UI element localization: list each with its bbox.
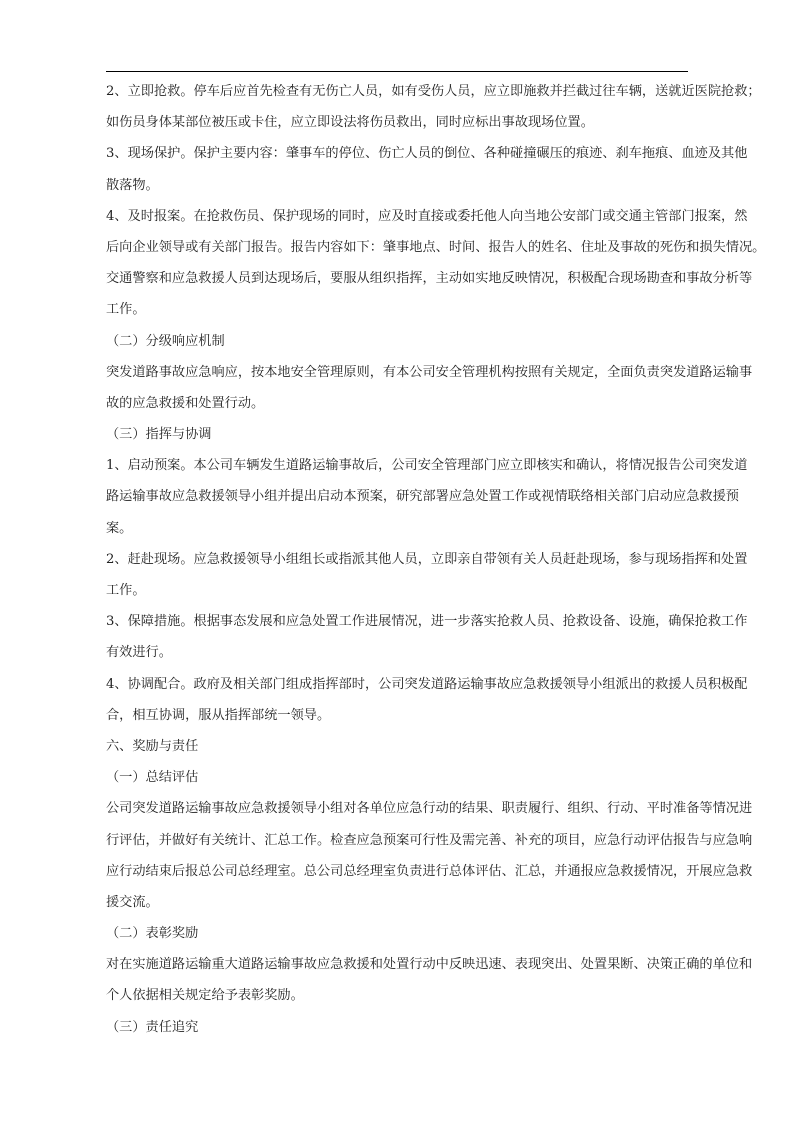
text-line: 对在实施道路运输重大道路运输事故应急救援和处置行动中反映迅速、表现突出、处置果断、决策正确的单位和 [106,957,753,973]
text-line: 有效进行。 [106,645,172,661]
section-heading [106,923,688,954]
paragraph [106,611,748,673]
text-line: 交通警察和应急救援人员到达现场后，要服从组织指挥，主动如实地反映情况，积极配合现场勘查和事故分析等 [106,271,753,287]
paragraph [106,674,748,736]
text-line: （三）责任追究 [106,1019,199,1035]
text-line: 行评估，并做好有关统计、汇总工作。检查应急预案可行性及需完善、补充的项目，应急行动评估报告与应急响 [106,832,753,848]
paragraph [106,549,748,611]
text-line: 公司突发道路运输事故应急救援领导小组对各单位应急行动的结果、职责履行、组织、行动、平时准备等情况进 [106,801,753,817]
text-line: 工作。 [106,302,146,318]
text-line: 2、赶赴现场。应急救援领导小组组长或指派其他人员，立即亲自带领有关人员赶赴现场，参与现场指挥和处置 [106,551,748,567]
text-line: 合，相互协调，服从指挥部统一领导。 [106,707,331,723]
paragraph [106,954,753,1016]
text-line: 故的应急救援和处置行动。 [106,395,265,411]
section-heading [106,1017,688,1048]
paragraph [106,81,761,143]
text-line: 2、立即抢救。停车后应首先检查有无伤亡人员，如有受伤人员，应立即施救并拦截过往车辆，送就近医院抢救； [106,84,761,99]
paragraph [106,206,766,331]
text-line: 突发道路事故应急响应，按本地安全管理原则，有本公司安全管理机构按照有关规定，全面负责突发道路运输事 [106,364,753,380]
paragraph [106,362,753,424]
text-line: 如伤员身体某部位被压或卡住，应立即设法将伤员救出，同时应标出事故现场位置。 [106,115,594,131]
section-heading [106,767,688,798]
text-line: 1、启动预案。本公司车辆发生道路运输事故后，公司安全管理部门应立即核实和确认，将情况报告公司突发道 [106,458,748,474]
text-line: 3、保障措施。根据事态发展和应急处置工作进展情况，进一步落实抢救人员、抢救设备、设施，确保抢救工作 [106,614,748,630]
text-line: （一）总结评估 [106,770,199,786]
text-line: 案。 [106,520,133,536]
text-line: 六、奖励与责任 [106,738,199,754]
section-heading [106,424,688,455]
header-rule [106,71,688,72]
paragraph [106,143,748,205]
section-heading [106,736,688,767]
section-heading [106,331,688,362]
paragraph [106,798,753,923]
document-body [106,81,766,1048]
text-line: 4、协调配合。政府及相关部门组成指挥部时，公司突发道路运输事故应急救援领导小组派出的救援人员积极配 [106,676,748,692]
text-line: 后向企业领导或有关部门报告。报告内容如下：肇事地点、时间、报告人的姓名、住址及事故的死伤和损失情况。 [106,239,766,255]
text-line: （三）指挥与协调 [106,427,212,443]
text-line: 路运输事故应急救援领导小组并提出启动本预案，研究部署应急处置工作或视情联络相关部门启动应急救援预 [106,489,739,505]
text-line: 援交流。 [106,894,159,910]
text-line: 散落物。 [106,177,159,193]
text-line: （二）表彰奖励 [106,926,199,942]
text-line: 个人依据相关规定给予表彰奖励。 [106,988,304,1004]
text-line: 3、现场保护。保护主要内容：肇事车的停位、伤亡人员的倒位、各种碰撞碾压的痕迹、刹车拖痕、血迹及其他 [106,146,748,162]
paragraph [106,455,748,549]
text-line: （二）分级响应机制 [106,333,225,349]
text-line: 工作。 [106,583,146,598]
text-line: 应行动结束后报总公司总经理室。总公司总经理室负责进行总体评估、汇总，并通报应急救援情况，开展应急救 [106,863,753,879]
text-line: 4、及时报案。在抢救伤员、保护现场的同时，应及时直接或委托他人向当地公安部门或交通主管部门报案，然 [106,208,748,224]
